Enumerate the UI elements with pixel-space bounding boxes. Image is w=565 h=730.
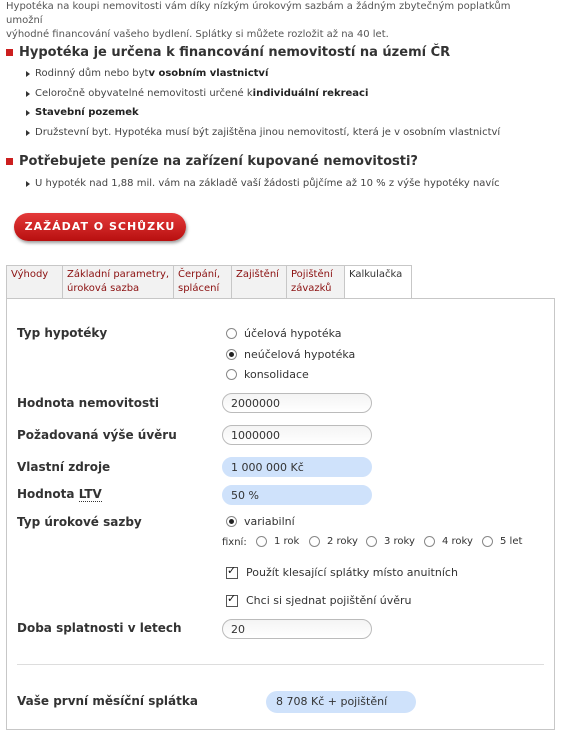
list-item-bold: individuální rekreaci <box>252 88 369 99</box>
tab-label: Čerpání, <box>178 269 221 280</box>
first-payment-label: Vaše první měsíční splátka <box>17 694 198 708</box>
loan-amount-label: Požadovaná výše úvěru <box>17 428 177 442</box>
triangle-bullet-icon <box>26 91 30 97</box>
red-square-bullet-icon <box>6 158 13 165</box>
radio-icon <box>309 536 320 547</box>
term-years-input[interactable]: 20 <box>222 619 372 639</box>
tab-vyhody[interactable] <box>6 265 64 298</box>
divider <box>17 664 544 665</box>
list-item-text: Družstevní byt. Hypotéka musí být zajištěna jinou nemovitostí, která je v osobním vlastnictví <box>35 127 501 138</box>
radio-konsolidace[interactable] <box>226 368 309 381</box>
radio-fix-4-roky[interactable] <box>424 536 473 547</box>
property-value-label: Hodnota nemovitosti <box>17 396 160 410</box>
radio-icon <box>226 369 237 380</box>
tab-cerpani[interactable] <box>173 265 233 298</box>
list-item <box>26 178 500 189</box>
rate-type-label: Typ úrokové sazby <box>17 515 142 529</box>
list-item-text: U hypoték nad 1,88 mil. vám na základě vaší žádosti půjčíme až 10 % z výše hypotéky navíc <box>35 178 500 189</box>
triangle-bullet-icon <box>26 181 30 187</box>
ltv-label <box>17 487 102 501</box>
checkbox-label: Použít klesající splátky místo anuitních <box>246 566 458 579</box>
tab-zajisteni[interactable] <box>231 265 288 298</box>
term-years-label: Doba splatnosti v letech <box>17 621 182 635</box>
list-item-text: Rodinný dům nebo byt <box>35 68 149 79</box>
tab-label-line-2: splácení <box>178 283 220 294</box>
calculator-panel <box>6 298 555 730</box>
radio-icon <box>256 536 267 547</box>
intro-line-1: Hypotéka na koupi nemovitosti vám díky nízkým úrokovým sazbám a žádným zbytečným poplatkům umožní <box>6 1 511 26</box>
section-2-title: Potřebujete peníze na zařízení kupované nemovitosti? <box>19 154 418 169</box>
red-square-bullet-icon <box>6 49 13 56</box>
decreasing-payments-checkbox[interactable] <box>226 566 458 579</box>
radio-icon <box>366 536 377 547</box>
checkbox-label: Chci si sjednat pojištění úvěru <box>246 594 412 607</box>
radio-fix-3-roky[interactable] <box>366 536 415 547</box>
list-item <box>26 127 500 138</box>
radio-selected-icon <box>226 516 237 527</box>
triangle-bullet-icon <box>26 110 30 116</box>
radio-label: konsolidace <box>244 368 309 381</box>
list-item <box>26 88 368 99</box>
radio-icon <box>226 328 237 339</box>
mortgage-type-label: Typ hypotéky <box>17 326 108 340</box>
tab-pojisteni[interactable] <box>286 265 346 298</box>
list-item-bold: Stavební pozemek <box>35 107 139 118</box>
list-item-text: Celoročně obyvatelné nemovitosti určené k <box>35 88 253 99</box>
request-meeting-button[interactable]: ZAŽÁDAT O SCHŮZKU <box>14 213 186 241</box>
radio-icon <box>482 536 493 547</box>
tab-zakladni-parametry[interactable] <box>62 265 175 298</box>
first-payment-value: 8 708 Kč + pojištění <box>266 691 416 713</box>
radio-fix-2-roky[interactable] <box>309 536 358 547</box>
property-value-input[interactable]: 2000000 <box>222 393 372 413</box>
own-resources-label: Vlastní zdroje <box>17 460 111 474</box>
ltv-label-prefix: Hodnota <box>17 487 79 501</box>
tab-label: Zajištění <box>236 269 279 280</box>
ltv-value: 50 % <box>222 485 372 505</box>
checkbox-checked-icon <box>226 595 238 607</box>
radio-label: 4 roky <box>442 536 473 547</box>
radio-fix-5-let[interactable] <box>482 536 522 547</box>
tab-label: Základní parametry, <box>67 269 170 280</box>
list-item <box>26 107 139 118</box>
intro-text <box>6 0 546 42</box>
tab-kalkulacka[interactable] <box>344 265 412 300</box>
radio-fix-1-rok[interactable] <box>256 536 299 547</box>
radio-label: 5 let <box>500 536 523 547</box>
tab-label: Výhody <box>11 269 49 280</box>
radio-label: neúčelová hypotéka <box>244 348 356 361</box>
loan-amount-input[interactable]: 1000000 <box>222 425 372 445</box>
radio-label: 3 roky <box>384 536 415 547</box>
radio-label: 1 rok <box>274 536 300 547</box>
radio-ucelova[interactable] <box>226 327 342 340</box>
radio-label: variabilní <box>244 515 295 528</box>
tab-label-line-2: úroková sazba <box>67 283 140 294</box>
radio-label: účelová hypotéka <box>244 327 342 340</box>
radio-variabilni[interactable] <box>226 515 295 528</box>
radio-label: 2 roky <box>327 536 358 547</box>
section-2-heading <box>6 154 418 169</box>
radio-selected-icon <box>226 349 237 360</box>
checkbox-checked-icon <box>226 567 238 579</box>
tab-label: Pojištění <box>291 269 333 280</box>
section-1-title: Hypotéka je určena k financování nemovitostí na území ČR <box>19 45 451 60</box>
tab-label-line-2: závazků <box>291 283 332 294</box>
tab-label: Kalkulačka <box>349 269 403 280</box>
list-item-bold: v osobním vlastnictví <box>148 68 269 79</box>
own-resources-value: 1 000 000 Kč <box>222 457 372 477</box>
list-item <box>26 68 268 79</box>
radio-icon <box>424 536 435 547</box>
intro-line-2: výhodné financování vašeho bydlení. Splátky si můžete rozložit až na 40 let. <box>6 29 389 40</box>
ltv-abbreviation[interactable]: LTV <box>78 487 102 501</box>
triangle-bullet-icon <box>26 71 30 77</box>
fixed-label: fixní: <box>222 537 247 548</box>
triangle-bullet-icon <box>26 130 30 136</box>
loan-insurance-checkbox[interactable] <box>226 594 412 607</box>
section-1-heading <box>6 45 450 60</box>
radio-neucelova[interactable] <box>226 348 355 361</box>
